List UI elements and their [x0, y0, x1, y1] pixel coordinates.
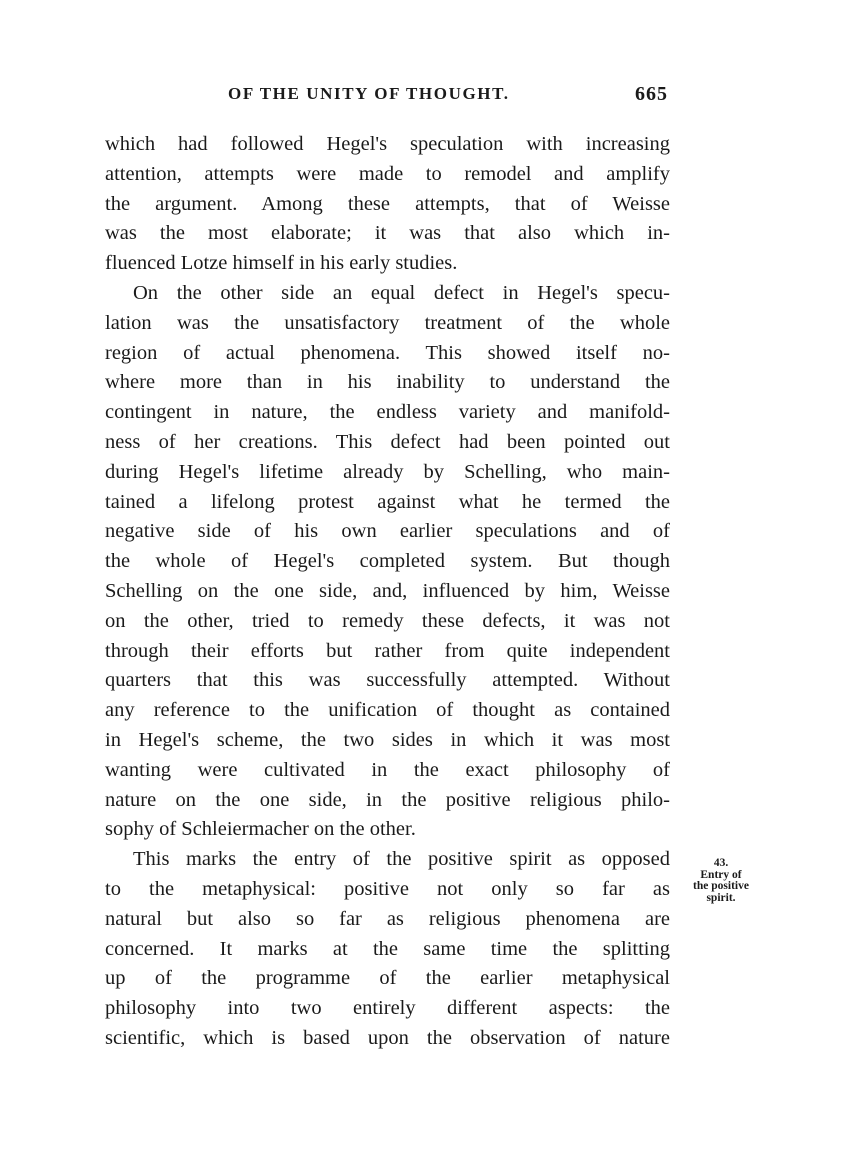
text-line: to the metaphysical: positive not only so far as	[105, 877, 670, 900]
text-line: nature on the one side, in the positive religious philo-	[105, 788, 670, 811]
text-line: where more than in his inability to understand the	[105, 371, 670, 394]
text-line: fluenced Lotze himself in his early studies.	[105, 252, 458, 275]
running-title: OF THE UNITY OF THOUGHT.	[228, 84, 510, 103]
text-line: region of actual phenomena. This showed itself no-	[105, 341, 670, 364]
text-line: which had followed Hegel's speculation with increasing	[105, 133, 670, 155]
text-line: This marks the entry of the positive spirit as opposed	[133, 848, 670, 871]
body-text	[105, 130, 670, 1054]
marginal-note	[676, 858, 766, 904]
marginal-note-number: 43.	[713, 857, 729, 869]
text-line: scientific, which is based upon the observation of nature	[105, 1026, 670, 1049]
text-line: in Hegel's scheme, the two sides in which it was most	[105, 728, 670, 751]
text-line: On the other side an equal defect in Hegel's specu-	[133, 281, 670, 304]
text-line: attention, attempts were made to remodel and amplify	[105, 162, 670, 185]
text-line: concerned. It marks at the same time the splitting	[105, 937, 670, 960]
text-line: was the most elaborate; it was that also which in-	[105, 222, 670, 245]
text-line: any reference to the unification of thought as contained	[105, 699, 670, 722]
marginal-note-line: Entry of	[700, 868, 742, 881]
marginal-note-line: the positive	[693, 880, 749, 892]
text-line: sophy of Schleiermacher on the other.	[105, 818, 416, 841]
text-line: the whole of Hegel's completed system. But though	[105, 550, 670, 573]
text-line: tained a lifelong protest against what he termed the	[105, 490, 670, 513]
text-line: on the other, tried to remedy these defects, it was not	[105, 609, 670, 632]
text-line: during Hegel's lifetime already by Schelling, who main-	[105, 460, 670, 483]
text-line: up of the programme of the earlier metaphysical	[105, 967, 670, 990]
text-line: ness of her creations. This defect had been pointed out	[105, 430, 670, 453]
text-line: the argument. Among these attempts, that of Weisse	[105, 192, 670, 215]
text-line: natural but also so far as religious phenomena are	[105, 907, 670, 930]
text-line: philosophy into two entirely different aspects: the	[105, 997, 670, 1020]
text-line: Schelling on the one side, and, influenced by him, Weisse	[105, 579, 670, 602]
text-line: quarters that this was successfully attempted. Without	[105, 669, 670, 692]
page-header	[105, 84, 670, 108]
text-line: lation was the unsatisfactory treatment of the whole	[105, 311, 670, 334]
text-line: through their efforts but rather from quite independent	[105, 639, 670, 662]
text-line: negative side of his own earlier speculations and of	[105, 520, 670, 543]
text-line: contingent in nature, the endless variety and manifold-	[105, 401, 670, 424]
page-number: 665	[635, 83, 668, 105]
marginal-note-line: spirit.	[706, 891, 736, 904]
text-line: wanting were cultivated in the exact philosophy of	[105, 758, 670, 781]
